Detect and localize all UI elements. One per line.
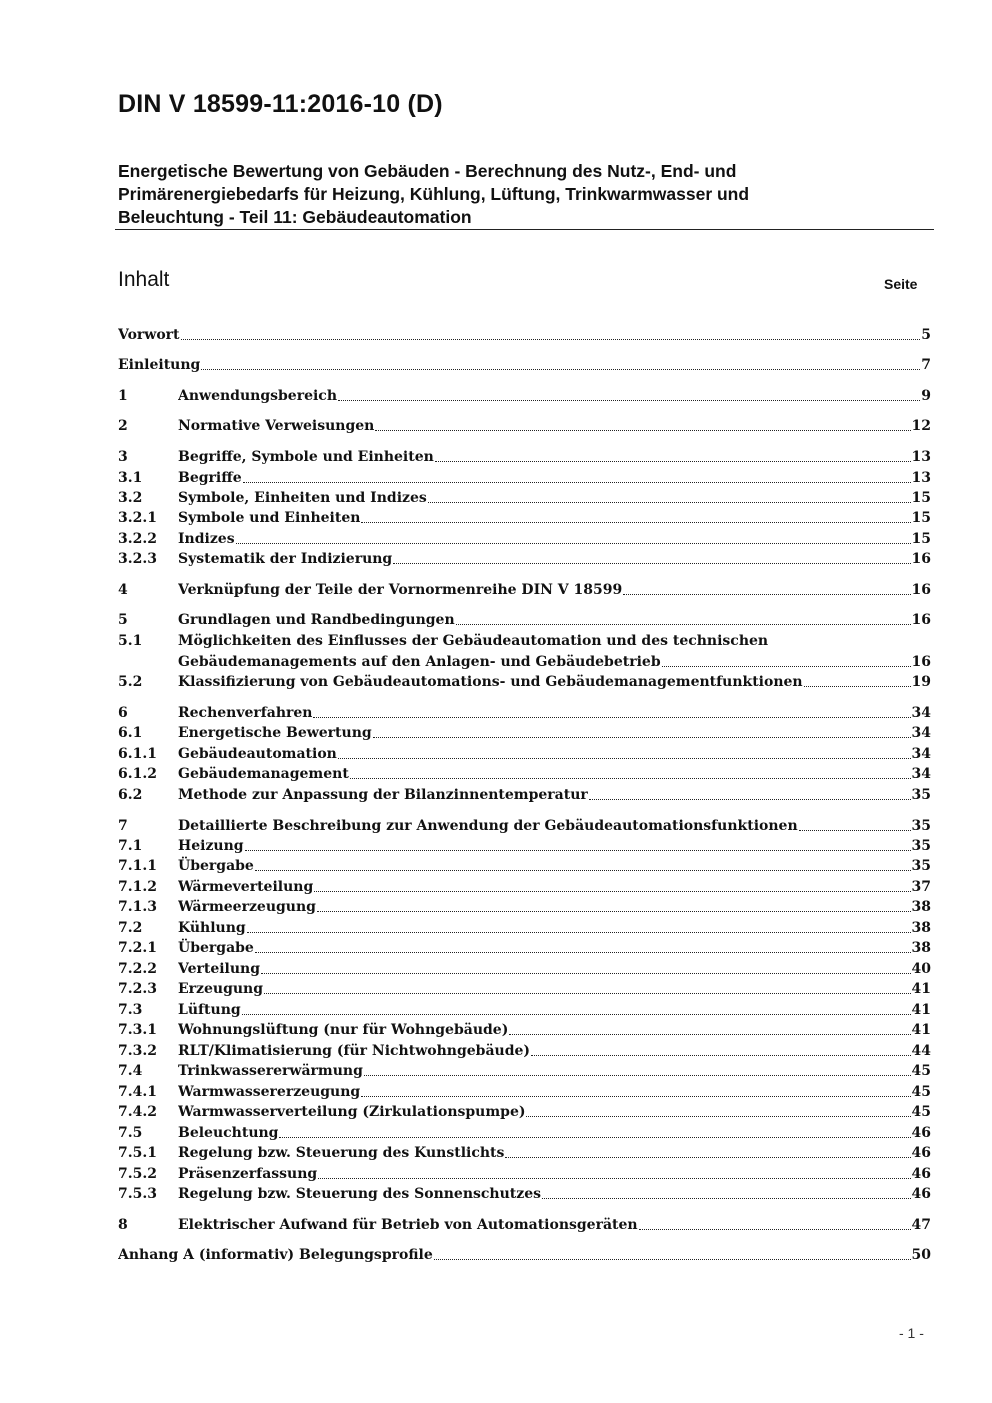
toc-dot-leader: [531, 1054, 911, 1056]
toc-entry-number: 7.2.1: [118, 940, 157, 956]
toc-entry-title: Indizes: [178, 531, 235, 547]
toc-entry-number: 7.5.1: [118, 1145, 157, 1161]
toc-dot-leader: [361, 1095, 910, 1097]
toc-entry[interactable]: [118, 938, 931, 958]
toc-entry[interactable]: [118, 447, 931, 467]
toc-entry-page: 46: [911, 1186, 931, 1202]
toc-dot-leader: [338, 399, 920, 401]
toc-entry[interactable]: [118, 529, 931, 549]
toc-entry[interactable]: [118, 1000, 931, 1020]
toc-entry-title: Warmwasserverteilung (Zirkulationspumpe): [178, 1104, 526, 1120]
toc-entry-title: Begriffe, Symbole und Einheiten: [178, 449, 434, 465]
toc-entry-title: Beleuchtung: [178, 1125, 279, 1141]
toc-dot-leader: [375, 429, 910, 431]
toc-entry-title: Wärmeerzeugung: [178, 899, 316, 915]
toc-entry[interactable]: [118, 1164, 931, 1184]
toc-entry-number: 3.1: [118, 470, 143, 486]
toc-entry-title: Lüftung: [178, 1002, 241, 1018]
toc-dot-leader: [338, 757, 911, 759]
toc-entry-number: 7.4.1: [118, 1084, 157, 1100]
toc-entry-title: Vorwort: [118, 327, 180, 343]
toc-entry[interactable]: [118, 816, 931, 836]
toc-dot-leader: [243, 481, 911, 483]
toc-entry[interactable]: [118, 703, 931, 723]
toc-entry-title: Gebäudeautomation: [178, 746, 337, 762]
toc-dot-leader: [589, 798, 911, 800]
toc-entry[interactable]: [118, 580, 931, 600]
toc-entry[interactable]: [118, 508, 931, 528]
toc-entry-number: 7.4.2: [118, 1104, 157, 1120]
toc-entry[interactable]: [118, 1123, 931, 1143]
toc-entry-page: 38: [911, 899, 931, 915]
toc-entry-page: 35: [911, 787, 931, 803]
toc-entry-number: 7.2.2: [118, 961, 157, 977]
toc-entry-page: 45: [911, 1063, 931, 1079]
toc-entry-number: 7.5.2: [118, 1166, 157, 1182]
toc-entry-page: 16: [911, 551, 931, 567]
toc-entry-page: 9: [921, 388, 931, 404]
toc-dot-leader: [318, 1177, 910, 1179]
toc-entry-page: 45: [911, 1084, 931, 1100]
toc-entry-title: Systematik der Indizierung: [178, 551, 393, 567]
toc-entry-number: 7.1.2: [118, 879, 157, 895]
toc-entry-page: 35: [911, 858, 931, 874]
toc-entry-title: Einleitung: [118, 357, 201, 373]
toc-dot-leader: [317, 910, 911, 912]
toc-dot-leader: [255, 869, 911, 871]
toc-entry-title: Elektrischer Aufwand für Betrieb von Automationsgeräten: [178, 1217, 638, 1233]
toc-dot-leader: [804, 685, 911, 687]
toc-entry[interactable]: [118, 979, 931, 999]
toc-entry-number: 3: [118, 449, 128, 465]
toc-dot-leader: [364, 1074, 911, 1076]
toc-entry-page: 16: [911, 612, 931, 628]
toc-dot-leader: [435, 460, 911, 462]
toc-entry-number: 5: [118, 612, 128, 628]
toc-entry[interactable]: [118, 1082, 931, 1102]
toc-dot-leader: [526, 1115, 910, 1117]
toc-dot-leader: [279, 1136, 910, 1138]
toc-entry[interactable]: [118, 856, 931, 876]
toc-entry-title: Detaillierte Beschreibung zur Anwendung der Gebäudeautomationsfunktionen: [178, 818, 798, 834]
toc-entry-title: Symbole und Einheiten: [178, 510, 361, 526]
toc-entry-number: 7.3: [118, 1002, 143, 1018]
toc-entry-number: 3.2.3: [118, 551, 157, 567]
toc-dot-leader: [264, 992, 910, 994]
toc-entry[interactable]: [118, 468, 931, 488]
toc-dot-leader: [350, 777, 911, 779]
toc-entry-title: Präsenzerfassung: [178, 1166, 318, 1182]
toc-entry-title: Klassifizierung von Gebäudeautomations- und Gebäudemanagementfunktionen: [178, 674, 803, 690]
toc-entry-page: 16: [911, 582, 931, 598]
toc-dot-leader: [242, 1013, 911, 1015]
toc-entry-title: Übergabe: [178, 940, 254, 956]
toc-entry-title-continuation: Gebäudemanagements auf den Anlagen- und Gebäudebetrieb: [178, 654, 661, 670]
toc-entry[interactable]: [118, 1184, 931, 1204]
toc-entry-number: 7.3.2: [118, 1043, 157, 1059]
toc-entry-title: Symbole, Einheiten und Indizes: [178, 490, 427, 506]
toc-entry-number: 6.1: [118, 725, 143, 741]
toc-entry-number: 3.2.2: [118, 531, 157, 547]
toc-entry-title: Begriffe: [178, 470, 242, 486]
toc-entry-number: 7.1.1: [118, 858, 157, 874]
toc-entry-page: 34: [911, 746, 931, 762]
toc-entry-number: 4: [118, 582, 128, 598]
toc-dot-leader: [181, 338, 921, 340]
toc-dot-leader: [247, 931, 911, 933]
toc-entry-title: Heizung: [178, 838, 244, 854]
toc-entry-page: 46: [911, 1145, 931, 1161]
toc-dot-leader: [662, 665, 911, 667]
toc-entry-number: 7.5: [118, 1125, 143, 1141]
toc-entry[interactable]: [118, 785, 931, 805]
title-underline: [115, 229, 934, 230]
toc-heading: Inhalt: [118, 268, 170, 291]
toc-entry-title: Verknüpfung der Teile der Vornormenreihe DIN V 18599: [178, 582, 623, 598]
toc-entry[interactable]: [118, 1102, 931, 1122]
toc-dot-leader: [261, 972, 910, 974]
toc-entry-title: Grundlagen und Randbedingungen: [178, 612, 455, 628]
toc-entry[interactable]: [118, 1020, 931, 1040]
toc-entry-title: Energetische Bewertung: [178, 725, 372, 741]
toc-entry-title: Regelung bzw. Steuerung des Kunstlichts: [178, 1145, 505, 1161]
toc-entry-title: RLT/Klimatisierung (für Nichtwohngebäude): [178, 1043, 531, 1059]
toc-entry[interactable]: [118, 877, 931, 897]
toc-entry[interactable]: [118, 610, 931, 630]
toc-entry-number: 6.1.2: [118, 766, 157, 782]
toc-entry[interactable]: [118, 959, 931, 979]
toc-dot-leader: [505, 1156, 910, 1158]
toc-dot-leader: [393, 562, 910, 564]
toc-dot-leader: [373, 736, 911, 738]
toc-entry-page: 50: [911, 1247, 931, 1263]
toc-dot-leader: [799, 829, 911, 831]
toc-entry-number: 7.3.1: [118, 1022, 157, 1038]
toc-entry-page: 45: [911, 1104, 931, 1120]
toc-entry-number: 6.1.1: [118, 746, 157, 762]
toc-entry-page: 13: [911, 449, 931, 465]
toc-entry[interactable]: [118, 1245, 931, 1265]
toc-entry-page: 37: [911, 879, 931, 895]
document-id: DIN V 18599-11:2016-10 (D): [118, 90, 443, 118]
toc-entry-page: 41: [911, 1002, 931, 1018]
toc-entry-number: 2: [118, 418, 128, 434]
toc-dot-leader: [313, 716, 910, 718]
toc-entry-number: 7.2: [118, 920, 143, 936]
toc-entry-continuation[interactable]: [118, 652, 931, 672]
toc-entry-page: 13: [911, 470, 931, 486]
toc-entry-number: 6.2: [118, 787, 143, 803]
toc-dot-leader: [428, 501, 911, 503]
toc-page-column-label: Seite: [884, 276, 918, 292]
toc-entry-number: 8: [118, 1217, 128, 1233]
toc-entry-title: Warmwassererzeugung: [178, 1084, 361, 1100]
toc-entry-page: 46: [911, 1166, 931, 1182]
toc-entry-number: 3.2.1: [118, 510, 157, 526]
toc-entry-page: 34: [911, 766, 931, 782]
toc-entry-page: 38: [911, 920, 931, 936]
toc-entry-number: 7.2.3: [118, 981, 157, 997]
toc-entry[interactable]: [118, 1061, 931, 1081]
toc-dot-leader: [314, 890, 910, 892]
toc-entry-title: Kühlung: [178, 920, 246, 936]
toc-entry-page: 35: [911, 838, 931, 854]
toc-dot-leader: [542, 1197, 911, 1199]
toc-entry-page: 41: [911, 1022, 931, 1038]
toc-entry[interactable]: [118, 1215, 931, 1235]
toc-entry-title: Regelung bzw. Steuerung des Sonnenschutzes: [178, 1186, 541, 1202]
toc-entry[interactable]: [118, 325, 931, 345]
document-title-line: Energetische Bewertung von Gebäuden - Berechnung des Nutz-, End- und: [118, 161, 737, 181]
document-title: [118, 160, 928, 229]
toc-entry-page: 35: [911, 818, 931, 834]
toc-dot-leader: [245, 849, 911, 851]
toc-entry-title: Methode zur Anpassung der Bilanzinnentemperatur: [178, 787, 588, 803]
toc-entry-page: 16: [911, 654, 931, 670]
toc-entry-number: 7.4: [118, 1063, 143, 1079]
toc-entry[interactable]: [118, 1041, 931, 1061]
toc-entry-page: 15: [911, 510, 931, 526]
toc-entry-first-line[interactable]: [118, 631, 931, 651]
toc-entry-title: Erzeugung: [178, 981, 264, 997]
toc-entry-title: Wohnungslüftung (nur für Wohngebäude): [178, 1022, 509, 1038]
toc-entry[interactable]: [118, 488, 931, 508]
toc-entry-page: 15: [911, 490, 931, 506]
toc-entry-title: Trinkwassererwärmung: [178, 1063, 363, 1079]
toc-entry-number: 7.1: [118, 838, 143, 854]
toc-entry-page: 46: [911, 1125, 931, 1141]
toc-entry[interactable]: [118, 744, 931, 764]
page-number: - 1 -: [899, 1325, 924, 1341]
toc-entry-title: Möglichkeiten des Einflusses der Gebäudeautomation und des technischen: [178, 633, 769, 649]
toc-entry[interactable]: [118, 918, 931, 938]
toc-entry-number: 7.5.3: [118, 1186, 157, 1202]
toc-entry[interactable]: [118, 836, 931, 856]
toc-dot-leader: [434, 1258, 911, 1260]
toc-dot-leader: [201, 368, 920, 370]
toc-entry-title: Gebäudemanagement: [178, 766, 349, 782]
toc-entry-number: 7: [118, 818, 128, 834]
toc-entry-page: 38: [911, 940, 931, 956]
toc-entry-page: 47: [911, 1217, 931, 1233]
toc-entry-number: 5.2: [118, 674, 143, 690]
toc-dot-leader: [236, 542, 911, 544]
toc-dot-leader: [361, 521, 910, 523]
toc-dot-leader: [623, 593, 910, 595]
toc-entry-number: 3.2: [118, 490, 143, 506]
toc-entry-number: 7.1.3: [118, 899, 157, 915]
toc-entry-page: 5: [921, 327, 931, 343]
toc-entry[interactable]: [118, 764, 931, 784]
toc-dot-leader: [255, 951, 911, 953]
toc-entry-page: 19: [911, 674, 931, 690]
document-title-line: Beleuchtung - Teil 11: Gebäudeautomation: [118, 207, 472, 227]
toc-entry-title: Verteilung: [178, 961, 261, 977]
toc-entry[interactable]: [118, 355, 931, 375]
toc-entry[interactable]: [118, 549, 931, 569]
toc-entry-page: 34: [911, 725, 931, 741]
toc-entry-page: 34: [911, 705, 931, 721]
toc-entry-page: 41: [911, 981, 931, 997]
toc-entry[interactable]: [118, 897, 931, 917]
toc-entry-page: 44: [911, 1043, 931, 1059]
toc-entry-page: 15: [911, 531, 931, 547]
toc-entry-number: 1: [118, 388, 128, 404]
toc-entry-page: 12: [911, 418, 931, 434]
toc-dot-leader: [456, 623, 911, 625]
toc-entry-number: 6: [118, 705, 128, 721]
toc-entry-page: 7: [921, 357, 931, 373]
toc-entry[interactable]: [118, 723, 931, 743]
toc-entry[interactable]: [118, 672, 931, 692]
toc-dot-leader: [509, 1033, 910, 1035]
toc-entry-page: 40: [911, 961, 931, 977]
toc-entry-title: Anwendungsbereich: [178, 388, 337, 404]
toc-entry-title: Wärmeverteilung: [178, 879, 314, 895]
toc-dot-leader: [639, 1228, 911, 1230]
toc-entry[interactable]: [118, 386, 931, 406]
toc-entry[interactable]: [118, 1143, 931, 1163]
toc-entry[interactable]: [118, 416, 931, 436]
toc-entry-title: Anhang A (informativ) Belegungsprofile: [118, 1247, 433, 1263]
toc-entry-title: Übergabe: [178, 858, 254, 874]
toc-entry-title: Normative Verweisungen: [178, 418, 375, 434]
toc-entry-number: 5.1: [118, 633, 143, 649]
document-title-line: Primärenergiebedarfs für Heizung, Kühlung, Lüftung, Trinkwarmwasser und: [118, 184, 750, 204]
toc-entry-title: Rechenverfahren: [178, 705, 313, 721]
